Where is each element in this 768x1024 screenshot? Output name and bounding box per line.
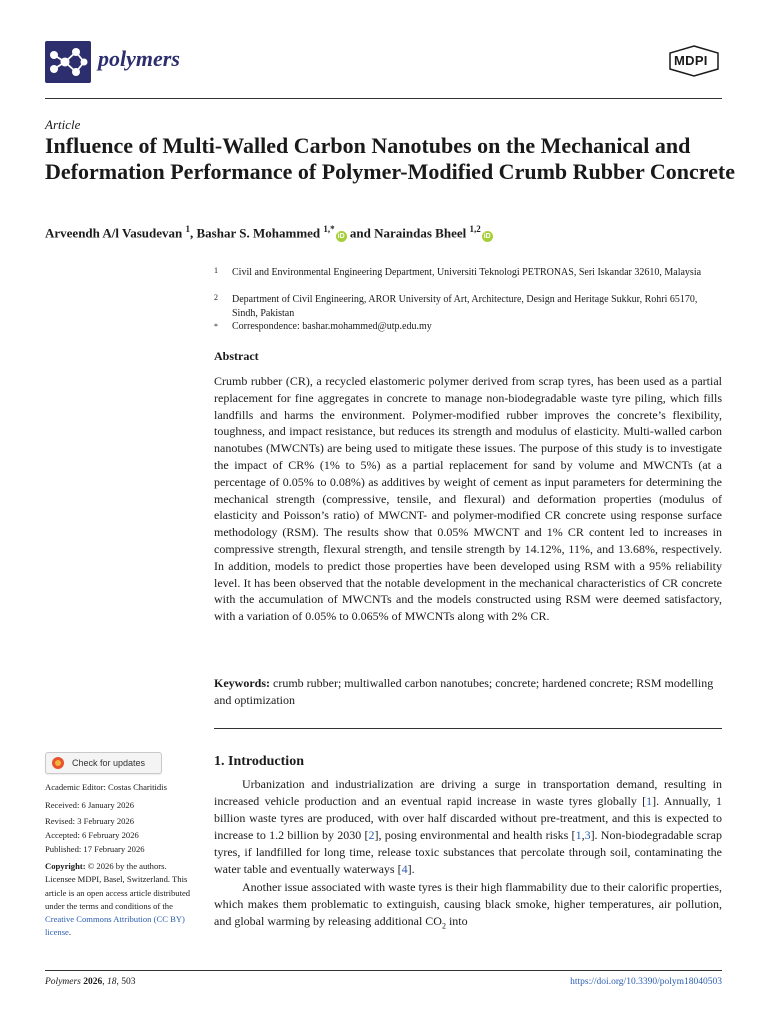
citation-link[interactable]: 3: [584, 828, 591, 843]
footer-citation: [45, 977, 136, 987]
paragraph-text: Urbanization and industrialization are driving a surge in transportation demand, resulting in increased vehicle production and an eventual rapid increase in waste tyres globally [: [214, 777, 722, 809]
copyright-text: © 2026 by the authors. Licensee MDPI, Basel, Switzerland. This article is an open access article distributed under the terms and conditions of the: [45, 861, 191, 911]
copyright-notice: [45, 860, 195, 940]
published-date: Published: 17 February 2026: [45, 844, 145, 854]
citation-link[interactable]: 4: [401, 862, 408, 877]
paragraph-text: into: [445, 913, 468, 928]
mdpi-logo[interactable]: [668, 45, 720, 82]
article-title: Influence of Multi-Walled Carbon Nanotubes on the Mechanical and Deformation Performance of Polymer-Modified Crumb Rubber Concrete: [45, 133, 735, 184]
affiliation-text: Civil and Environmental Engineering Department, Universiti Teknologi PETRONAS, Seri Iskandar 32610, Malaysia: [232, 267, 702, 278]
paragraph-text: ]. Non-biodegradable scrap tyres, if landfilled for long time, release toxic substances that percolate through soil, contaminating the water table and eventually waterways [: [214, 828, 722, 877]
keywords-label: Keywords:: [214, 676, 270, 690]
affiliation-text: Department of Civil Engineering, AROR University of Art, Architecture, Design and Heritage Sukkur, Rohri 65170, Sindh, Pakistan: [232, 294, 698, 319]
header-divider: [45, 98, 722, 99]
abstract-text: Crumb rubber (CR), a recycled elastomeric polymer derived from scrap tyres, has been used as a partial replacement for fine aggregates in concrete to manage non-biodegradable waste tyre piling, which fills landfills and harms the environment. Polymer-modified rubber improves the concrete’s flexibility, toughness, and impact resistance, but reduces its strength and modulus of elasticity. Multi-walled carbon nanotubes (MWCNTs) are being used to mitigate these issues. The purpose of this study is to investigate the impact of CR% (1% to 5%) as a partial replacement for sand by volume and MWCNTs (at a percentage of 0.05% to 0.08%) as additives by weight of cement as input parameters for determining the mechanical strength (compressive, tensile, and flexural) and deformation properties (modulus of elasticity and Poisson’s ratio) of MWCNT- and polymer-modified CR concrete using response surface methodology (RSM). The results show that 0.05% MWCNT and 1% CR content led to increases in compressive strength, flexural strength, and tensile strength by 14.12%, 11%, and 13.68%, respectively. In addition, models to predict those properties have been developed using RSM with a 95% reliability level. It has been observed that the notable development in the mechanical characteristics of CR concrete with the accumulation of MWCNTs and the models constructed using RSM were deemed satisfactory, with a variation of 0.05% to 0.065% of MWCNTs along with 2% CR.: [214, 374, 722, 624]
cc-by-license-link[interactable]: Creative Commons Attribution (CC BY) license: [45, 914, 185, 938]
check-updates-icon: [52, 757, 64, 769]
subscript: 2: [441, 921, 446, 931]
affiliation-2: [214, 293, 722, 321]
keywords-text: crumb rubber; multiwalled carbon nanotubes; concrete; hardened concrete; RSM modelling and optimization: [214, 676, 714, 707]
paragraph-text: ]. Annually, 1 billion waste tyres are produced, with over half discarded without pre-treatment, and this is expected to increase to 1.2 billion by 2030 [: [214, 794, 722, 843]
citation-link[interactable]: 1: [646, 794, 653, 809]
copyright-text-end: .: [68, 927, 72, 938]
section-heading-introduction: 1. Introduction: [214, 754, 304, 769]
orcid-icon[interactable]: iD: [337, 233, 345, 241]
paragraph: [214, 879, 722, 935]
author-separator: and: [346, 225, 375, 241]
accepted-date: Accepted: 6 February 2026: [45, 830, 139, 840]
check-for-updates-label: Check for updates: [72, 758, 146, 768]
journal-name[interactable]: polymers: [98, 46, 180, 71]
paragraph-text: Another issue associated with waste tyres is their high flammability due to their calorific properties, which makes them problematic to extinguish, causing black smoke, higher temperatures, air pollution, and global warming by releasing additional CO: [214, 879, 722, 928]
keywords: [214, 675, 722, 709]
author-affiliation-mark: 1,*: [323, 224, 335, 234]
affiliation-1: [214, 266, 722, 294]
author-affiliation-mark: 1: [185, 224, 191, 234]
journal-logo-icon: [45, 41, 91, 83]
paragraph-text: ].: [407, 862, 415, 877]
affiliation-mark: 2: [214, 293, 218, 302]
author-name[interactable]: Bashar S. Mohammed: [196, 225, 321, 241]
copyright-label: Copyright:: [45, 861, 86, 871]
paragraph: [214, 776, 722, 879]
doi-link[interactable]: https://doi.org/10.3390/polym18040503: [570, 977, 722, 987]
author-list: [45, 224, 735, 242]
orcid-icon[interactable]: iD: [483, 233, 491, 241]
footer-journal: Polymers: [45, 977, 81, 987]
footer-volume: 18: [107, 977, 117, 987]
mdpi-logo-text: MDPI: [674, 53, 708, 68]
article-type: Article: [45, 117, 81, 132]
keywords-divider: [214, 728, 722, 729]
footer-divider: [45, 970, 722, 971]
author-name[interactable]: Arveendh A/l Vasudevan: [45, 225, 183, 241]
academic-editor: Academic Editor: Costas Charitidis: [45, 782, 167, 792]
footer-separator: ,: [102, 977, 108, 987]
abstract-heading: Abstract: [214, 349, 259, 363]
check-for-updates-button[interactable]: [45, 752, 162, 774]
author-name[interactable]: Naraindas Bheel: [374, 225, 467, 241]
footer-separator: ,: [116, 977, 122, 987]
citation-link[interactable]: 1: [575, 828, 582, 843]
correspondence: [214, 320, 722, 334]
affiliation-mark: 1: [214, 266, 218, 275]
citation-link[interactable]: 2: [368, 828, 375, 843]
correspondence-mark: *: [214, 322, 218, 331]
footer-article-number: 503: [121, 977, 136, 987]
author-affiliation-mark: 1,2: [469, 224, 481, 234]
author-separator: ,: [190, 225, 197, 241]
introduction-body: [214, 776, 722, 934]
footer-year: 2026: [83, 977, 103, 987]
revised-date: Revised: 3 February 2026: [45, 816, 135, 826]
correspondence-text[interactable]: Correspondence: bashar.mohammed@utp.edu.my: [232, 321, 432, 332]
paragraph-text: ,: [581, 828, 585, 843]
paragraph-text: ], posing environmental and health risks [: [374, 828, 576, 843]
received-date: Received: 6 January 2026: [45, 800, 135, 810]
